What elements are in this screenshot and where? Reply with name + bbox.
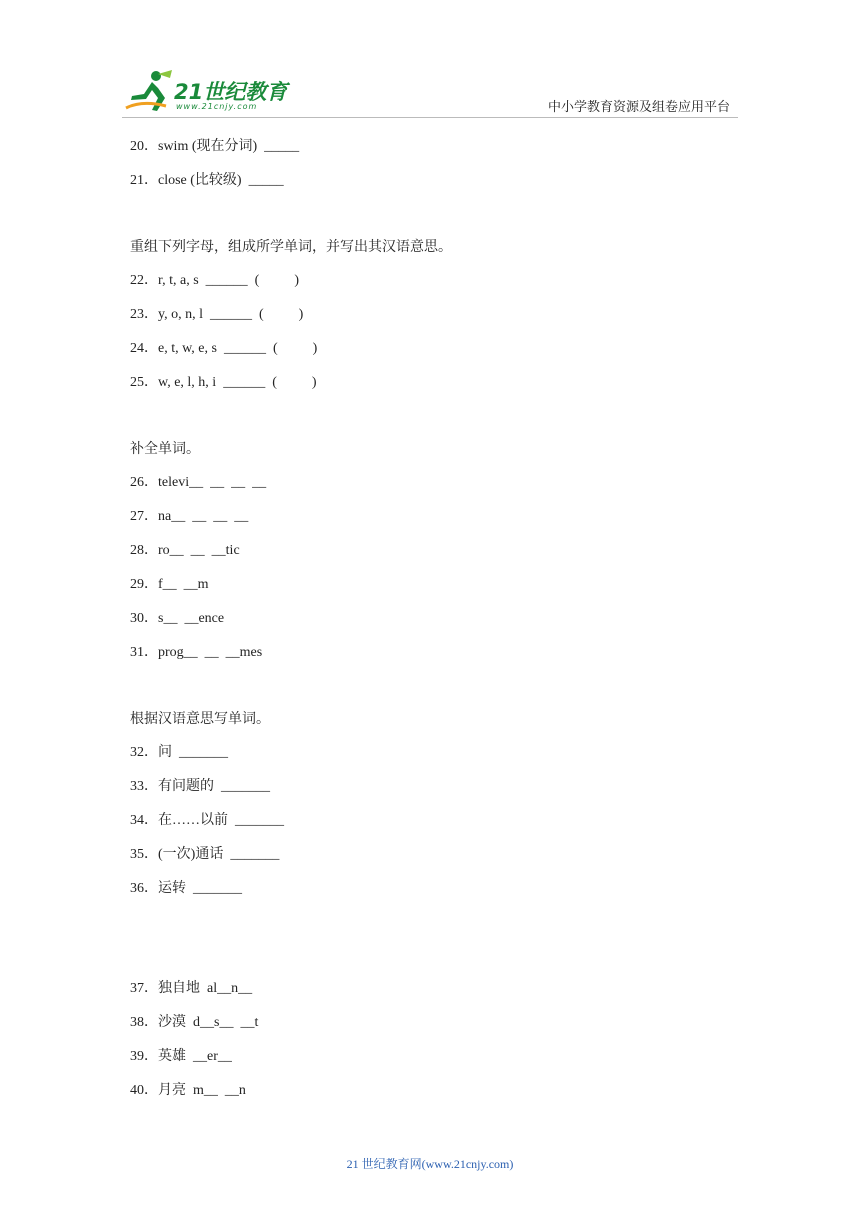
question-37: 37．独自地 al__n__: [130, 981, 253, 996]
question-25: 25．w, e, l, h, i ______ ( ): [130, 375, 317, 390]
header-platform-text: 中小学教育资源及组卷应用平台: [547, 100, 730, 115]
header-divider: [122, 117, 738, 118]
page-footer: 21 世纪教育网(www.21cnjy.com): [346, 1157, 514, 1171]
question-38: 38．沙漠 d__s__ __t: [130, 1015, 259, 1030]
site-logo: [122, 68, 292, 114]
question-27: 27．na__ __ __ __: [130, 509, 249, 524]
question-32: 32．问 _______: [130, 745, 228, 760]
question-30: 30．s__ __ence: [130, 611, 225, 626]
page-header: [0, 0, 860, 120]
question-40: 40．月亮 m__ __n: [130, 1083, 246, 1098]
question-24: 24．e, t, w, e, s ______ ( ): [130, 341, 318, 356]
question-28: 28．ro__ __ __tic: [130, 543, 240, 558]
section-title-translate: 根据汉语意思写单词。: [130, 711, 270, 727]
question-39: 39．英雄 __er__: [130, 1049, 232, 1064]
logo-subtext: www.21cnjy.com: [176, 102, 258, 111]
section-title-complete: 补全单词。: [130, 441, 200, 457]
question-33: 33．有问题的 _______: [130, 779, 270, 794]
question-23: 23．y, o, n, l ______ ( ): [130, 307, 304, 322]
question-35: 35．(一次)通话 _______: [130, 847, 280, 862]
exercise-content: [130, 138, 750, 1116]
section-title-reorder: 重组下列字母，组成所学单词，并写出其汉语意思。: [130, 239, 452, 255]
question-21: 21．close (比较级) _____: [130, 173, 284, 188]
question-34: 34．在……以前 _______: [130, 813, 284, 828]
question-26: 26．televi__ __ __ __: [130, 475, 267, 490]
question-20: 20．swim (现在分词) _____: [130, 139, 300, 154]
question-36: 36．运转 _______: [130, 881, 242, 896]
question-22: 22．r, t, a, s ______ ( ): [130, 273, 299, 288]
question-29: 29．f__ __m: [130, 577, 209, 592]
question-31: 31．prog__ __ __mes: [130, 645, 263, 660]
runner-logo-icon: [122, 68, 174, 114]
logo-text: 21世纪教育: [174, 80, 288, 104]
